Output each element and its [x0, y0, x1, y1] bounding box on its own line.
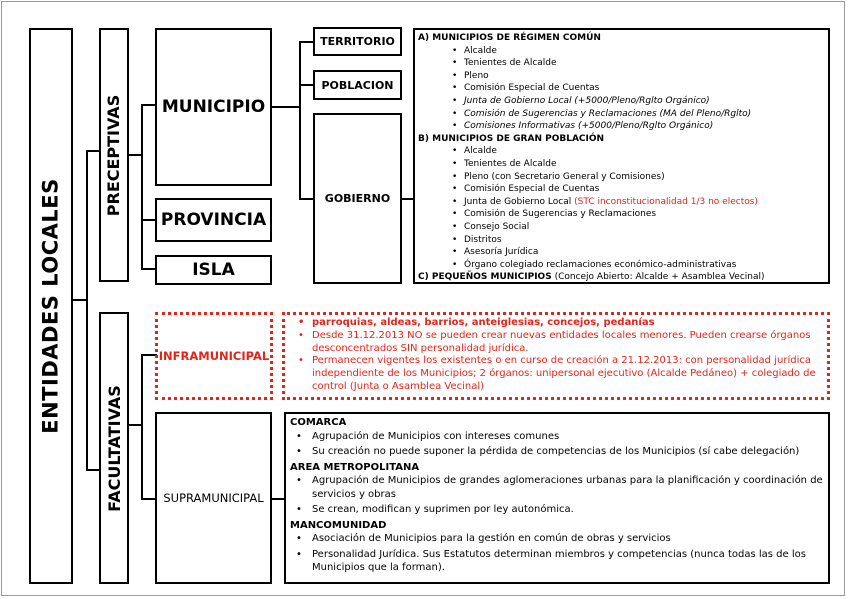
preceptivas-label: PRECEPTIVAS [104, 94, 124, 216]
list-item: • Agrupación de Municipios con intereses comunes [312, 430, 824, 444]
list-item: • Su creación no puede suponer la pérdida de competencias de los Municipios (sí cabe delegación) [312, 445, 824, 459]
regimen-comun-title: A) MUNICIPIOS DE RÉGIMEN COMÚN [418, 33, 601, 43]
list-item: • Distritos [464, 234, 826, 247]
list-item: • Junta de Gobierno Local (+5000/Pleno/Rglto Orgánico) [464, 95, 826, 108]
territorio-label: TERRITORIO [320, 35, 395, 48]
list-item: • Pleno (con Secretario General y Comisiones) [464, 171, 826, 184]
list-item: • Asociación de Municipios para la gestión en común de obras y servicios [312, 532, 824, 546]
entidades-locales-box [29, 28, 73, 584]
mancomunidad-title: MANCOMUNIDAD [290, 519, 387, 531]
list-item: • Permanecen vigentes los existentes o en curso de creación a 21.12.2013: con personalidad jurídica independiente de los Municipios; 2 órganos: unipersonal ejecutivo (Alcalde Pedáneo) + colegiado de control (Junta o Asamblea Vecinal) [312, 355, 824, 393]
provincia-box [155, 198, 272, 242]
gran-poblacion-title: B) MUNICIPIOS DE GRAN POBLACIÓN [418, 133, 605, 144]
connector [141, 104, 143, 269]
municipio-box [155, 28, 272, 186]
territorio-box [313, 27, 402, 56]
list-item: • Agrupación de Municipios de grandes aglomeraciones urbanas para la planificación y coordinación de servicios y obras [312, 474, 824, 501]
list-item: • Comisión de Sugerencias y Reclamaciones (MA del Pleno/Rglto) [464, 108, 826, 121]
inframunicipal-list [290, 317, 824, 394]
entidades-locales-label: ENTIDADES LOCALES [39, 178, 63, 434]
list-item: • Órgano colegiado reclamaciones económico-administrativas [464, 259, 826, 272]
gran-poblacion-list [418, 145, 826, 271]
list-item: • Tenientes de Alcalde [464, 57, 826, 70]
regimen-comun-list [418, 45, 826, 133]
comarca-title: COMARCA [290, 417, 347, 428]
connector [270, 106, 301, 108]
list-item: • Alcalde [464, 145, 826, 158]
list-item: • Consejo Social [464, 221, 826, 234]
stc-note: (STC inconstitucionalidad 1/3 no electos) [574, 196, 758, 207]
pequenos-municipios-row [418, 271, 826, 284]
isla-box [155, 255, 272, 285]
connector [299, 41, 301, 199]
list-item: • Comisión de Sugerencias y Reclamaciones [464, 208, 826, 221]
list-item: • Pleno [464, 70, 826, 83]
provincia-label: PROVINCIA [160, 210, 267, 230]
area-metropolitana-title: AREA METROPOLITANA [290, 461, 420, 473]
supramunicipal-label: SUPRAMUNICIPAL [163, 491, 264, 505]
pequenos-municipios-title: C) PEQUEÑOS MUNICIPIOS [418, 272, 552, 283]
poblacion-label: POBLACION [321, 78, 394, 92]
list-item: • Personalidad Jurídica. Sus Estatutos determinan miembros y competencias (nunca todas las de los Municipios que la forman). [312, 548, 824, 575]
list-item: • Comisiones Informativas (+5000/Pleno/Rglto Orgánico) [464, 120, 826, 133]
list-item: • Comisión Especial de Cuentas [464, 82, 826, 95]
connector [141, 354, 143, 499]
gobierno-detail [418, 32, 826, 284]
supramunicipal-box [155, 412, 272, 584]
municipio-label: MUNICIPIO [161, 97, 266, 117]
preceptivas-box [99, 28, 129, 282]
list-item: • Comisión Especial de Cuentas [464, 183, 826, 196]
list-item: • Alcalde [464, 45, 826, 58]
connector [71, 299, 87, 301]
mancomunidad-list [290, 532, 824, 575]
list-item [464, 196, 826, 209]
inframunicipal-box [155, 312, 273, 400]
comarca-list [290, 430, 824, 459]
inframunicipal-detail [290, 317, 824, 394]
area-metropolitana-list [290, 474, 824, 517]
facultativas-box [99, 312, 129, 584]
list-item: • parroquias, aldeas, barrios, anteiglesias, concejos, pedanías [312, 317, 824, 330]
list-item: • Asesoría Jurídica [464, 246, 826, 259]
list-item: • Desde 31.12.2013 NO se pueden crear nuevas entidades locales menores. Pueden crearse órganos desconcentrados SIN personalidad jurídica. [312, 330, 824, 356]
supramunicipal-detail [290, 416, 824, 577]
gobierno-box [313, 113, 402, 284]
connector [86, 150, 88, 470]
isla-label: ISLA [192, 260, 235, 280]
poblacion-box [313, 70, 402, 100]
junta-gobierno-text: Junta de Gobierno Local [464, 196, 572, 207]
gobierno-label: GOBIERNO [324, 192, 391, 205]
pequenos-municipios-text: (Concejo Abierto: Alcalde + Asamblea Vecinal) [554, 272, 765, 283]
facultativas-label: FACULTATIVAS [104, 384, 124, 512]
inframunicipal-label: INFRAMUNICIPAL [158, 349, 270, 363]
list-item: • Se crean, modifican y suprimen por ley autonómica. [312, 503, 824, 517]
list-item: • Tenientes de Alcalde [464, 158, 826, 171]
